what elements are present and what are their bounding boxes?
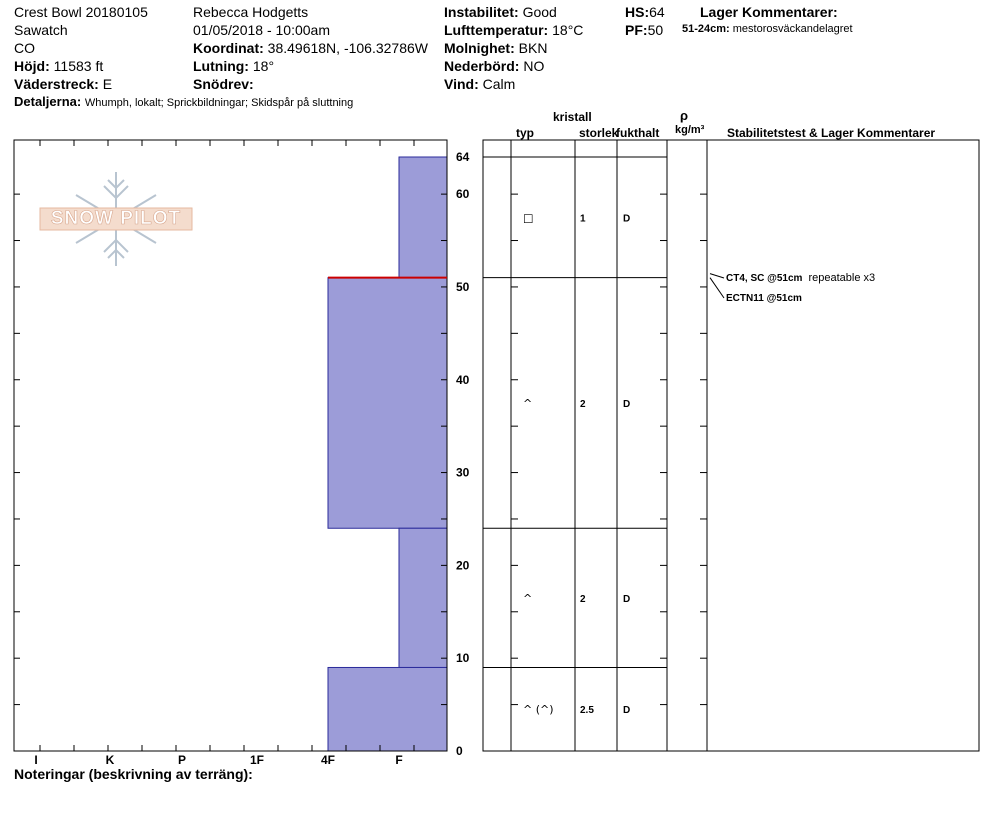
depth-label: 0 [456,744,463,758]
aspect-label: Väderstreck: [14,76,99,92]
depth-label: 64 [456,150,470,164]
grain-size: 2 [580,593,586,605]
test-label: ECTN11 @51cm [726,293,802,304]
layer-bar [399,157,447,278]
hardness-label: 1F [249,753,265,767]
observer: Rebecca Hodgetts [193,4,309,20]
table-frame [483,140,979,751]
grain-size: 1 [580,213,586,225]
datetime: 01/05/2018 - 10:00am [193,22,330,38]
details-value: Whumph, lokalt; Sprickbildningar; Skidspår på sluttning [84,97,354,109]
instability-value: Good [522,4,557,20]
instability-label: Instabilitet: [444,4,519,20]
col-size: storlek [579,126,619,140]
pf-value: 50 [647,22,664,38]
col-type: typ [516,126,534,140]
col-moisture: fukthalt [616,126,660,140]
precip-value: NO [523,58,545,74]
depth-labels [456,150,470,758]
col-stability: Stabilitetstest & Lager Kommentarer [727,126,936,140]
test-pointer [710,274,724,278]
details-label: Detaljerna: [14,94,82,109]
hardness-label: K [105,753,115,767]
depth-label: 10 [456,651,470,666]
hardness-label: I [34,753,38,767]
hardness-label: F [395,753,403,767]
state: CO [14,40,35,56]
coord-label: Koordinat: [193,40,264,56]
mountain-range: Sawatch [14,22,68,38]
hardness-label: P [177,753,187,767]
cloud-value: BKN [518,40,548,56]
slope-label: Lutning: [193,58,249,74]
moisture-value: D [623,593,631,605]
slope-value: 18° [252,58,275,74]
wind-value: Calm [482,76,516,92]
moisture-value: D [623,705,631,717]
terrain-notes-label: Noteringar (beskrivning av terräng): [14,766,253,782]
depth-label: 20 [456,558,470,573]
coord-value: 38.49618N, -106.32786W [267,40,428,56]
moisture-value: D [623,398,631,410]
test-pointer [710,278,724,298]
col-rho: ρ [680,108,689,123]
hs-label: HS: [625,4,650,20]
layer-bar [328,667,447,751]
elevation-label: Höjd: [14,58,50,74]
wind-label: Vind: [444,76,479,92]
aspect-value: E [102,76,113,92]
hs-value: 64 [649,4,665,20]
moisture-value: D [623,213,631,225]
location-title: Crest Bowl 20180105 [14,4,148,20]
stability-test [726,272,875,284]
depth-label: 60 [456,187,470,202]
depth-label: 40 [456,372,470,387]
layer-bar [399,528,447,667]
layer-bar [328,278,447,529]
col-crystal: kristall [553,110,592,124]
hardness-label: 4F [320,753,336,767]
col-density-unit: kg/m³ [675,124,705,136]
hardness-layers [328,157,447,751]
depth-label: 50 [456,279,470,294]
pf-label: PF: [625,22,648,38]
snowdrift-label: Snödrev: [193,76,254,92]
stability-test [726,293,802,304]
depth-label: 30 [456,465,470,480]
elevation-value: 11583 ft [53,58,104,74]
cloud-label: Molnighet: [444,40,515,56]
test-comment: repeatable x3 [808,272,876,284]
grain-type: ^ [523,591,533,605]
layer-comment-range: 51-24cm: [682,23,730,35]
grain-size: 2 [580,398,586,410]
airtemp-label: Lufttemperatur: [444,22,549,38]
grain-type: □ [523,211,534,225]
grain-type: ^ (^) [523,703,554,717]
grain-size: 2.5 [580,705,594,717]
layer-comments-title: Lager Kommentarer: [700,4,838,20]
logo-text: SNOW PILOT [50,208,182,229]
hardness-labels [34,753,402,767]
layer-comment-text: mestorosväckandelagret [732,23,853,35]
precip-label: Nederbörd: [444,58,520,74]
test-label: CT4, SC @51cm [726,273,803,284]
grain-type: ^ [523,396,533,410]
airtemp-value: 18°C [552,22,584,38]
stability-tests [710,272,875,304]
